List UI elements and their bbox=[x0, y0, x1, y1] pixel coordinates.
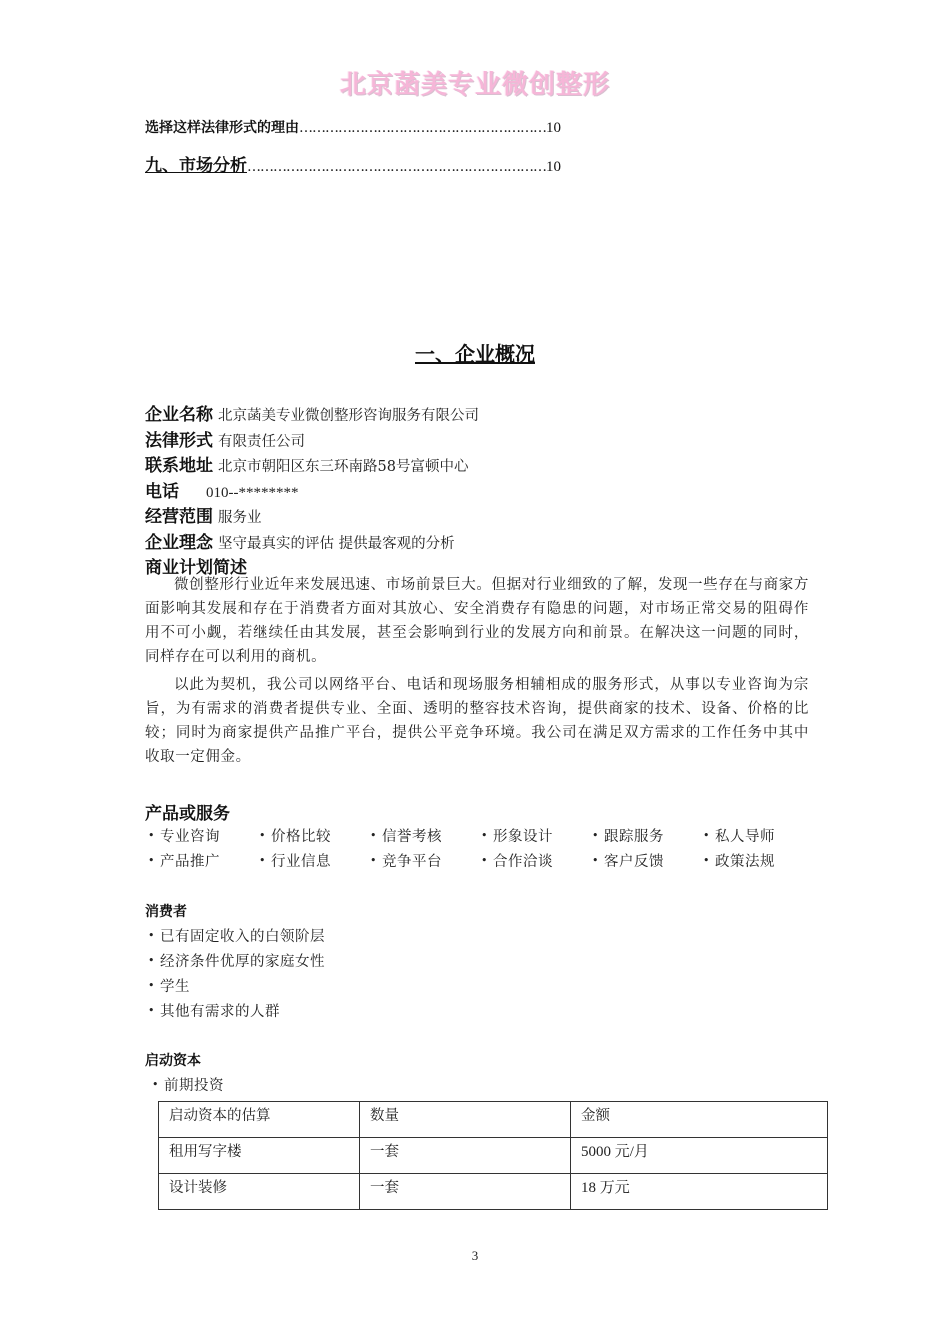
table-header-cell: 金额 bbox=[571, 1102, 828, 1138]
bullet-icon: • bbox=[148, 929, 155, 942]
table-cell: 一套 bbox=[360, 1138, 571, 1174]
products-grid bbox=[148, 823, 814, 873]
bullet-icon: • bbox=[370, 854, 377, 867]
product-item: • 形象设计 bbox=[481, 829, 553, 845]
table-row bbox=[159, 1138, 828, 1174]
product-item: • 信誉考核 bbox=[370, 829, 442, 845]
product-item: • 合作洽谈 bbox=[481, 854, 553, 870]
table-cell: 5000 元/月 bbox=[571, 1138, 828, 1174]
list-item: • 已有固定收入的白领阶层 bbox=[148, 929, 325, 945]
bullet-icon: • bbox=[703, 829, 710, 842]
product-item: • 跟踪服务 bbox=[592, 829, 664, 845]
info-key: 商业计划简述 bbox=[145, 558, 247, 578]
summary-paragraph: 以此为契机，我公司以网络平台、电话和现场服务相辅相成的服务形式，从事以专业咨询为宗旨，为有需求的消费者提供专业、全面、透明的整容技术咨询，提供商家的技术、设备、价格的比较；同时为商家提供产品推广平台，提供公平竞争环境。我公司在满足双方需求的工作任务中其中收取一定佣金。 bbox=[145, 677, 809, 765]
info-row-legal-form bbox=[145, 426, 479, 452]
table-header-row bbox=[159, 1102, 828, 1138]
info-key: 企业名称 bbox=[145, 405, 213, 425]
bullet-icon: • bbox=[148, 954, 155, 967]
info-row-address bbox=[145, 451, 479, 477]
info-row-phone bbox=[145, 477, 479, 503]
toc-page-number: 10 bbox=[546, 159, 561, 175]
toc-page-number: 10 bbox=[546, 120, 561, 136]
capital-subitem bbox=[152, 1074, 224, 1099]
bullet-icon: • bbox=[148, 829, 155, 842]
info-value: 北京市朝阳区东三环南路58号富顿中心 bbox=[218, 459, 469, 475]
bullet-icon: • bbox=[592, 829, 599, 842]
bullet-icon: • bbox=[370, 829, 377, 842]
info-value: 010--******** bbox=[206, 484, 299, 501]
bullet-icon: • bbox=[481, 854, 488, 867]
toc-entry[interactable] bbox=[145, 151, 561, 176]
bullet-icon: • bbox=[592, 854, 599, 867]
bullet-icon: • bbox=[703, 854, 710, 867]
toc-label: 九、市场分析 bbox=[145, 156, 247, 176]
header-watermark: 北京菡美专业微创整形 bbox=[339, 70, 610, 100]
info-value: 有限责任公司 bbox=[218, 433, 305, 450]
list-item: • 经济条件优厚的家庭女性 bbox=[148, 954, 325, 970]
summary-paragraph: 微创整形行业近年来发展迅速、市场前景巨大。但据对行业细致的了解，发现一些存在与商家方面影响其发展和存在于消费者方面对其放心、安全消费存有隐患的问题，对市场正常交易的阻碍作用不可小觑，若继续任由其发展，甚至会影响到行业的发展方向和前景。在解决这一问题的同时，同样存在可以利用的商机。 bbox=[145, 577, 809, 665]
toc-leader: ………………………………………………… bbox=[299, 120, 546, 136]
table-cell: 设计装修 bbox=[159, 1174, 360, 1210]
table-row bbox=[159, 1174, 828, 1210]
product-item: • 客户反馈 bbox=[592, 854, 664, 870]
consumers-heading: 消费者 bbox=[145, 904, 187, 920]
capital-table bbox=[158, 1101, 828, 1210]
products-heading: 产品或服务 bbox=[145, 804, 230, 824]
table-cell: 租用写字楼 bbox=[159, 1138, 360, 1174]
table-cell: 一套 bbox=[360, 1174, 571, 1210]
info-key: 电话 bbox=[145, 481, 179, 502]
table-header-cell: 数量 bbox=[360, 1102, 571, 1138]
toc-entry[interactable] bbox=[145, 117, 561, 137]
info-key: 法律形式 bbox=[145, 430, 213, 451]
info-row-scope bbox=[145, 502, 479, 528]
info-row-philosophy bbox=[145, 528, 479, 554]
products-row bbox=[148, 848, 814, 873]
product-item: • 竞争平台 bbox=[370, 854, 442, 870]
bullet-icon: • bbox=[148, 979, 155, 992]
list-item: • 其他有需求的人群 bbox=[148, 1004, 280, 1020]
info-row-name bbox=[145, 400, 479, 426]
bullet-icon: • bbox=[152, 1078, 159, 1091]
list-item: • 前期投资 bbox=[152, 1078, 224, 1094]
bullet-icon: • bbox=[481, 829, 488, 842]
product-item: • 价格比较 bbox=[259, 829, 331, 845]
product-item: • 专业咨询 bbox=[148, 829, 220, 845]
info-value: 坚守最真实的评估 提供最客观的分析 bbox=[218, 535, 455, 552]
table-header-cell: 启动资本的估算 bbox=[159, 1102, 360, 1138]
capital-heading: 启动资本 bbox=[145, 1053, 201, 1069]
product-item: • 政策法规 bbox=[703, 854, 775, 870]
toc-leader: …………………………………………………………… bbox=[247, 159, 546, 175]
bullet-icon: • bbox=[259, 829, 266, 842]
bullet-icon: • bbox=[148, 1004, 155, 1017]
product-item: • 行业信息 bbox=[259, 854, 331, 870]
list-item: • 学生 bbox=[148, 979, 190, 995]
info-key: 经营范围 bbox=[145, 507, 213, 527]
info-key: 联系地址 bbox=[145, 456, 213, 476]
bullet-icon: • bbox=[148, 854, 155, 867]
consumers-list bbox=[148, 925, 325, 1025]
page-number: 3 bbox=[471, 1248, 479, 1263]
section-title: 一、企业概况 bbox=[415, 342, 535, 366]
info-value: 服务业 bbox=[218, 510, 262, 526]
table-cell: 18 万元 bbox=[571, 1174, 828, 1210]
bullet-icon: • bbox=[259, 854, 266, 867]
products-row bbox=[148, 823, 814, 848]
product-item: • 私人导师 bbox=[703, 829, 775, 845]
company-info bbox=[145, 400, 479, 579]
product-item: • 产品推广 bbox=[148, 854, 220, 870]
toc-label: 选择这样法律形式的理由 bbox=[145, 120, 299, 136]
info-key: 企业理念 bbox=[145, 532, 213, 553]
info-value: 北京菡美专业微创整形咨询服务有限公司 bbox=[218, 408, 479, 424]
